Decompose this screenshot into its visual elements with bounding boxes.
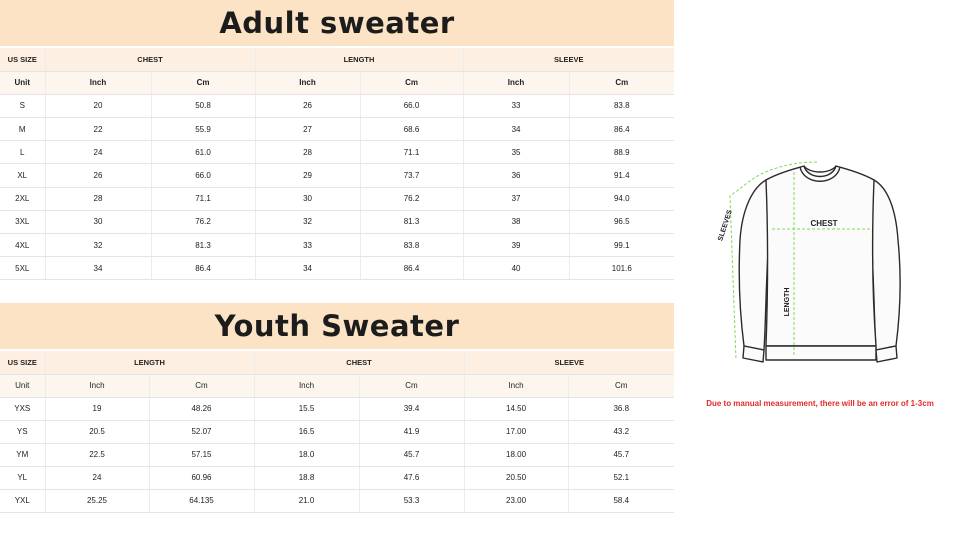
- length-header: LENGTH: [45, 351, 254, 374]
- adult-title-band: [0, 0, 674, 46]
- length-header: LENGTH: [255, 48, 463, 71]
- measurement-cell: 15.5: [254, 397, 359, 420]
- measurement-cell: 37: [463, 187, 569, 210]
- measurement-cell: 86.4: [151, 257, 255, 280]
- size-cell: YS: [0, 420, 45, 443]
- measurement-cell: 20.5: [45, 420, 149, 443]
- measurement-error-note: Due to manual measurement, there will be an error of 1-3cm: [706, 399, 934, 408]
- size-cell: YXS: [0, 397, 45, 420]
- measurement-cell: 43.2: [568, 420, 674, 443]
- size-cell: M: [0, 118, 45, 141]
- measurement-cell: 16.5: [254, 420, 359, 443]
- chest-header: CHEST: [254, 351, 464, 374]
- unit-cell: Inch: [45, 71, 151, 94]
- unit-cell: Cm: [360, 71, 463, 94]
- table-row: [0, 443, 674, 466]
- table-row: [0, 94, 674, 117]
- sweater-outline: [739, 166, 900, 362]
- measurement-cell: 34: [463, 118, 569, 141]
- measurement-cell: 34: [255, 257, 360, 280]
- table-row: [0, 210, 674, 233]
- measurement-cell: 17.00: [464, 420, 568, 443]
- measurement-cell: 14.50: [464, 397, 568, 420]
- unit-cell: Cm: [568, 374, 674, 397]
- youth-table-title: Youth Sweater: [214, 309, 460, 343]
- adult-header-row: [0, 48, 674, 71]
- measurement-cell: 30: [255, 187, 360, 210]
- measurement-cell: 26: [255, 94, 360, 117]
- measurement-cell: 24: [45, 141, 151, 164]
- adult-table-title: Adult sweater: [219, 6, 455, 40]
- measurement-cell: 27: [255, 118, 360, 141]
- measurement-cell: 39: [463, 234, 569, 257]
- measurement-cell: 88.9: [569, 141, 674, 164]
- size-cell: 4XL: [0, 234, 45, 257]
- chest-label: CHEST: [810, 219, 838, 228]
- measurement-cell: 73.7: [360, 164, 463, 187]
- measurement-cell: 23.00: [464, 489, 568, 512]
- sweater-measurement-diagram: [700, 150, 940, 380]
- measurement-cell: 38: [463, 210, 569, 233]
- measurement-cell: 19: [45, 397, 149, 420]
- adult-size-table: [0, 48, 674, 280]
- measurement-cell: 18.8: [254, 466, 359, 489]
- measurement-cell: 18.0: [254, 443, 359, 466]
- measurement-cell: 55.9: [151, 118, 255, 141]
- measurement-cell: 18.00: [464, 443, 568, 466]
- table-row: [0, 397, 674, 420]
- size-cell: YL: [0, 466, 45, 489]
- table-row: [0, 257, 674, 280]
- size-cell: 3XL: [0, 210, 45, 233]
- measurement-cell: 34: [45, 257, 151, 280]
- measurement-cell: 99.1: [569, 234, 674, 257]
- measurement-cell: 35: [463, 141, 569, 164]
- measurement-cell: 48.26: [149, 397, 254, 420]
- measurement-cell: 50.8: [151, 94, 255, 117]
- measurement-cell: 71.1: [151, 187, 255, 210]
- measurement-cell: 91.4: [569, 164, 674, 187]
- measurement-cell: 64.135: [149, 489, 254, 512]
- table-row: [0, 489, 674, 512]
- size-cell: YXL: [0, 489, 45, 512]
- unit-cell: Cm: [569, 71, 674, 94]
- length-label: LENGTH: [784, 287, 791, 317]
- size-cell: L: [0, 141, 45, 164]
- measurement-cell: 53.3: [359, 489, 464, 512]
- measurement-cell: 68.6: [360, 118, 463, 141]
- measurement-cell: 30: [45, 210, 151, 233]
- measurement-cell: 60.96: [149, 466, 254, 489]
- measurement-cell: 83.8: [569, 94, 674, 117]
- youth-header-row: [0, 351, 674, 374]
- measurement-cell: 32: [45, 234, 151, 257]
- measurement-cell: 21.0: [254, 489, 359, 512]
- measurement-cell: 101.6: [569, 257, 674, 280]
- measurement-cell: 29: [255, 164, 360, 187]
- measurement-cell: 45.7: [568, 443, 674, 466]
- unit-row: [0, 374, 674, 397]
- measurement-cell: 58.4: [568, 489, 674, 512]
- measurement-cell: 83.8: [360, 234, 463, 257]
- measurement-cell: 81.3: [151, 234, 255, 257]
- measurement-cell: 76.2: [360, 187, 463, 210]
- measurement-cell: 52.07: [149, 420, 254, 443]
- measurement-cell: 57.15: [149, 443, 254, 466]
- table-row: [0, 164, 674, 187]
- size-cell: 5XL: [0, 257, 45, 280]
- measurement-cell: 71.1: [360, 141, 463, 164]
- measurement-cell: 39.4: [359, 397, 464, 420]
- sleeves-label: SLEEVES: [717, 209, 734, 242]
- measurement-cell: 94.0: [569, 187, 674, 210]
- measurement-cell: 22: [45, 118, 151, 141]
- measurement-cell: 86.4: [569, 118, 674, 141]
- measurement-cell: 81.3: [360, 210, 463, 233]
- unit-cell: Inch: [254, 374, 359, 397]
- measurement-cell: 26: [45, 164, 151, 187]
- table-row: [0, 466, 674, 489]
- measurement-cell: 36: [463, 164, 569, 187]
- measurement-cell: 24: [45, 466, 149, 489]
- measurement-cell: 40: [463, 257, 569, 280]
- measurement-cell: 76.2: [151, 210, 255, 233]
- unit-cell: Cm: [359, 374, 464, 397]
- chest-header: CHEST: [45, 48, 255, 71]
- sleeve-header: SLEEVE: [463, 48, 674, 71]
- measurement-cell: 33: [463, 94, 569, 117]
- measurement-cell: 20: [45, 94, 151, 117]
- unit-cell: Inch: [463, 71, 569, 94]
- unit-cell: Inch: [45, 374, 149, 397]
- measurement-cell: 32: [255, 210, 360, 233]
- table-row: [0, 420, 674, 443]
- size-cell: YM: [0, 443, 45, 466]
- table-row: [0, 118, 674, 141]
- measurement-cell: 47.6: [359, 466, 464, 489]
- measurement-cell: 96.5: [569, 210, 674, 233]
- table-row: [0, 187, 674, 210]
- measurement-cell: 20.50: [464, 466, 568, 489]
- table-row: [0, 234, 674, 257]
- unit-cell: Unit: [0, 374, 45, 397]
- measurement-cell: 28: [255, 141, 360, 164]
- size-cell: S: [0, 94, 45, 117]
- size-cell: 2XL: [0, 187, 45, 210]
- measurement-cell: 28: [45, 187, 151, 210]
- size-header: US SIZE: [0, 351, 45, 374]
- measurement-cell: 22.5: [45, 443, 149, 466]
- measurement-cell: 45.7: [359, 443, 464, 466]
- unit-cell: Inch: [464, 374, 568, 397]
- unit-row: [0, 71, 674, 94]
- measurement-cell: 41.9: [359, 420, 464, 443]
- unit-cell: Cm: [149, 374, 254, 397]
- measurement-cell: 52.1: [568, 466, 674, 489]
- measurement-cell: 33: [255, 234, 360, 257]
- measurement-cell: 36.8: [568, 397, 674, 420]
- measurement-cell: 86.4: [360, 257, 463, 280]
- unit-cell: Inch: [255, 71, 360, 94]
- measurement-cell: 66.0: [151, 164, 255, 187]
- unit-cell: Cm: [151, 71, 255, 94]
- size-header: US SIZE: [0, 48, 45, 71]
- table-row: [0, 141, 674, 164]
- measurement-cell: 25.25: [45, 489, 149, 512]
- measurement-cell: 66.0: [360, 94, 463, 117]
- size-cell: XL: [0, 164, 45, 187]
- unit-cell: Unit: [0, 71, 45, 94]
- measurement-cell: 61.0: [151, 141, 255, 164]
- youth-title-band: [0, 303, 674, 349]
- sleeve-header: SLEEVE: [464, 351, 674, 374]
- youth-size-table: [0, 351, 674, 513]
